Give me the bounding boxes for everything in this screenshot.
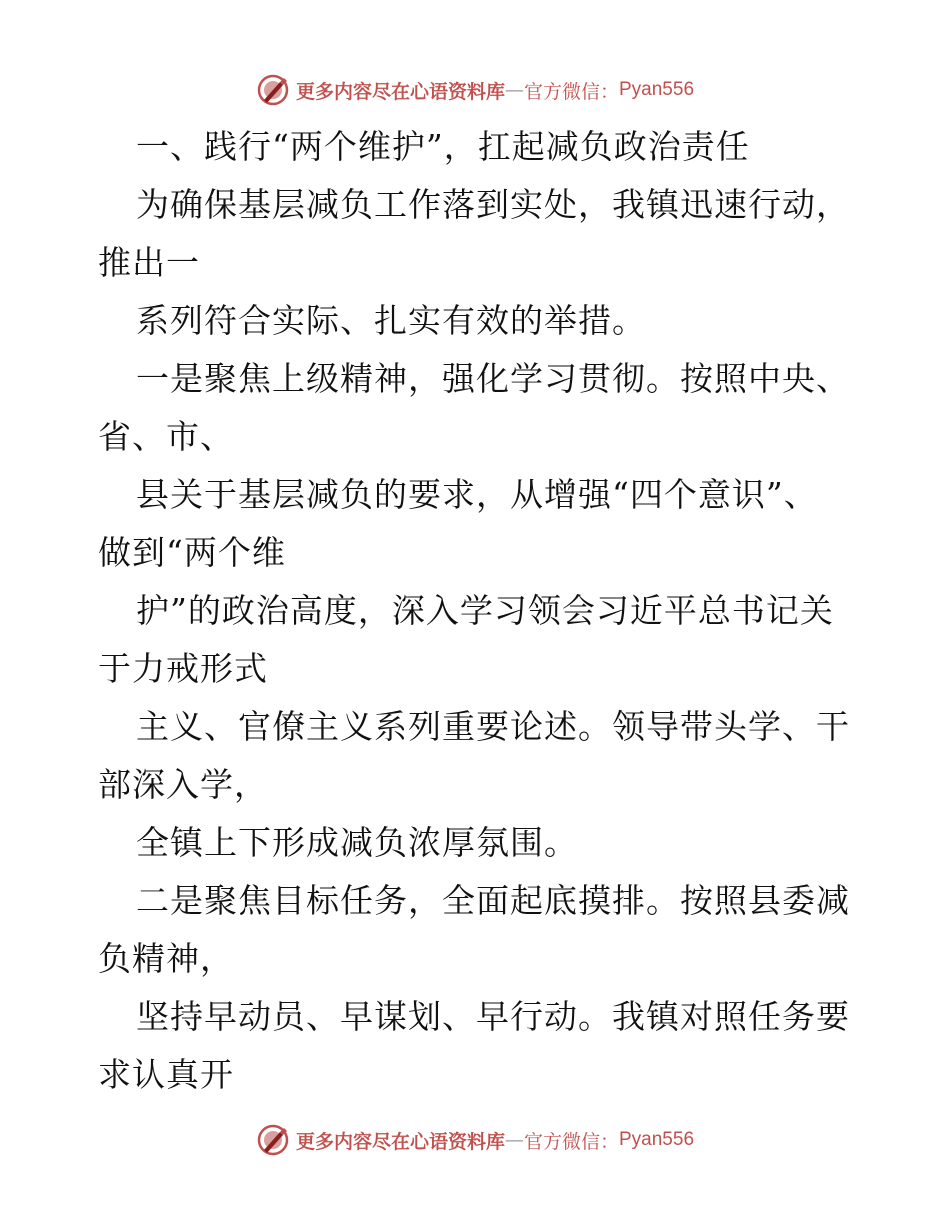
text-line: 系列符合实际、扎实有效的举措。: [136, 301, 646, 340]
text-line: 坚持早动员、早谋划、早行动。我镇对照任务要: [136, 997, 850, 1036]
text-line: 县关于基层减负的要求，从增强“四个意识”、: [136, 475, 818, 514]
pen-logo-icon: [256, 73, 290, 107]
watermark-brand: 更多内容尽在心语资料库: [295, 80, 505, 103]
text-line: 护”的政治高度，深入学习领会习近平总书记关: [136, 591, 834, 630]
text-line: 一是聚焦上级精神，强化学习贯彻。按照中央、: [136, 359, 850, 398]
text-line: 部深入学，: [98, 765, 268, 804]
footer-watermark: [0, 1120, 950, 1160]
text-line: 做到“两个维: [98, 533, 286, 572]
text-line: 推出一: [98, 243, 200, 282]
watermark-wechat-id: Pyan556: [619, 1129, 695, 1150]
document-body: [98, 118, 858, 1104]
watermark-wechat-id: Pyan556: [619, 79, 695, 100]
watermark-brand: 更多内容尽在心语资料库: [295, 1130, 505, 1153]
text-line: 于力戒形式: [98, 649, 268, 688]
text-line: 求认真开: [98, 1055, 234, 1094]
text-line: 一、践行“两个维护”，扛起减负政治责任: [136, 127, 750, 166]
text-line: 为确保基层减负工作落到实处，我镇迅速行动，: [136, 185, 850, 224]
text-line: 省、市、: [98, 417, 234, 456]
text-line: 二是聚焦目标任务，全面起底摸排。按照县委减: [136, 881, 850, 920]
text-line: 负精神，: [98, 939, 234, 978]
watermark-separator: —: [504, 79, 524, 101]
text-line: 主义、官僚主义系列重要论述。领导带头学、干: [136, 707, 850, 746]
watermark-wechat-label: 官方微信：: [523, 1130, 619, 1153]
header-watermark: [0, 70, 950, 110]
pen-logo-icon: [256, 1123, 290, 1157]
watermark-wechat-label: 官方微信：: [523, 80, 619, 103]
text-line: 全镇上下形成减负浓厚氛围。: [136, 823, 578, 862]
watermark-separator: —: [504, 1129, 524, 1151]
